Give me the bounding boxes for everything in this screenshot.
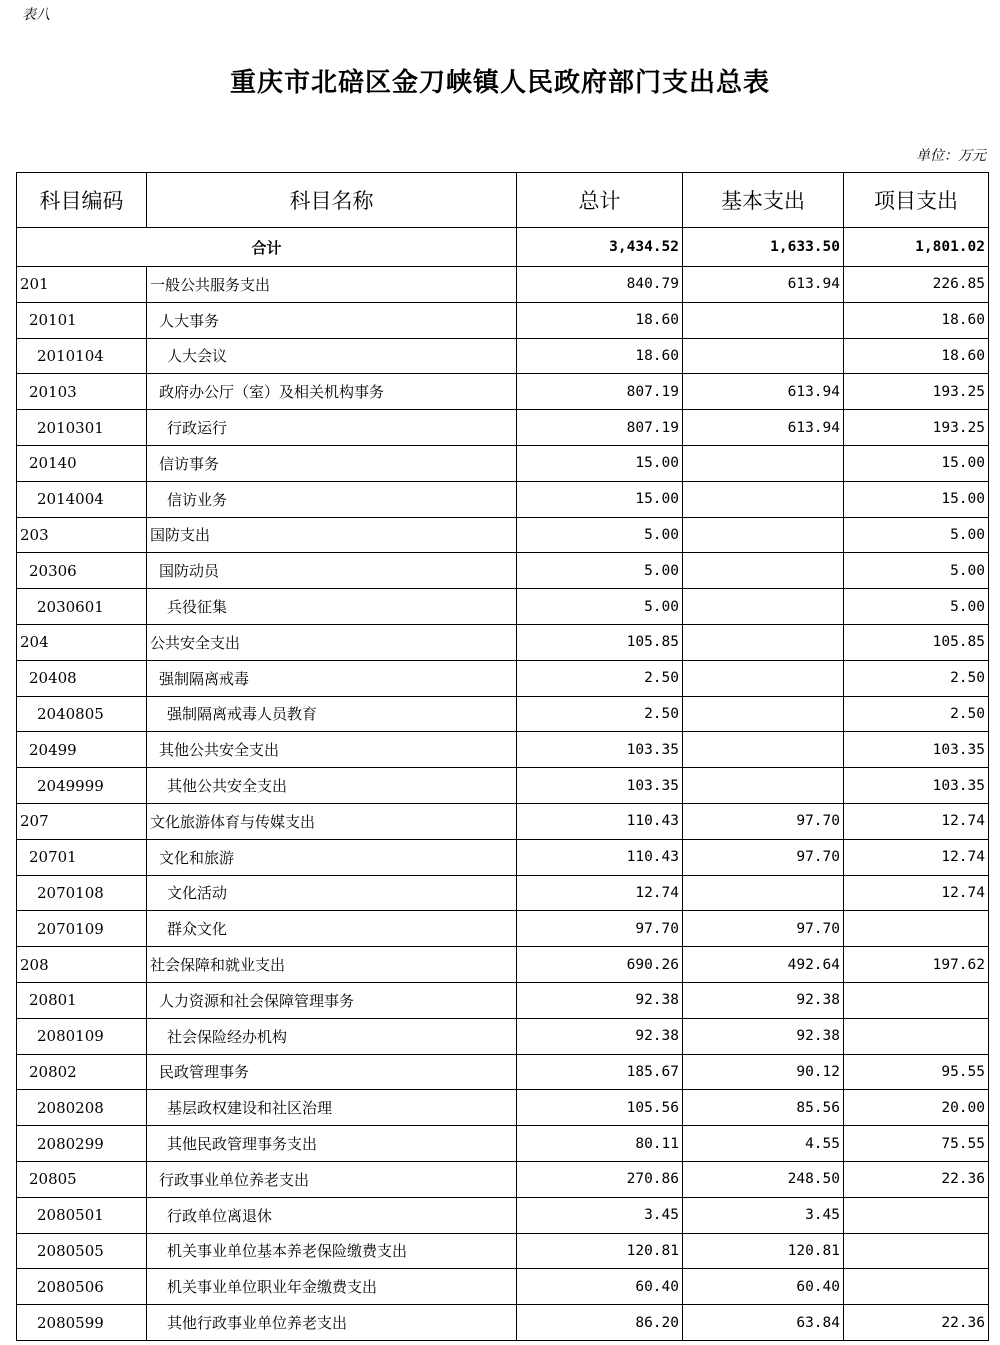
table-row	[17, 517, 989, 553]
row-project: 103.35	[844, 732, 989, 768]
row-basic	[683, 660, 844, 696]
row-project: 5.00	[844, 553, 989, 589]
table-row	[17, 803, 989, 839]
row-name: 强制隔离戒毒人员教育	[147, 696, 517, 732]
row-total: 840.79	[517, 267, 683, 303]
row-name: 行政事业单位养老支出	[147, 1161, 517, 1197]
header-basic: 基本支出	[683, 173, 844, 228]
table-row	[17, 911, 989, 947]
row-basic	[683, 445, 844, 481]
table-row	[17, 553, 989, 589]
table-row	[17, 1269, 989, 1305]
table-row	[17, 982, 989, 1018]
row-total: 110.43	[517, 803, 683, 839]
row-project: 105.85	[844, 624, 989, 660]
row-code: 20801	[17, 982, 147, 1018]
row-project: 20.00	[844, 1090, 989, 1126]
row-basic	[683, 696, 844, 732]
row-total: 18.60	[517, 338, 683, 374]
row-project: 12.74	[844, 803, 989, 839]
row-code: 207	[17, 803, 147, 839]
row-name: 其他公共安全支出	[147, 732, 517, 768]
row-name: 国防支出	[147, 517, 517, 553]
row-name: 政府办公厅（室）及相关机构事务	[147, 374, 517, 410]
table-row	[17, 1161, 989, 1197]
row-name: 一般公共服务支出	[147, 267, 517, 303]
row-basic: 92.38	[683, 1018, 844, 1054]
row-name: 公共安全支出	[147, 624, 517, 660]
row-total: 15.00	[517, 445, 683, 481]
row-name: 其他行政事业单位养老支出	[147, 1305, 517, 1341]
table-row	[17, 1090, 989, 1126]
row-basic: 613.94	[683, 267, 844, 303]
table-row	[17, 481, 989, 517]
row-basic	[683, 589, 844, 625]
row-project: 103.35	[844, 768, 989, 804]
row-code: 2040805	[17, 696, 147, 732]
table-number-label: 表八	[22, 7, 50, 23]
row-total: 103.35	[517, 732, 683, 768]
row-name: 兵役征集	[147, 589, 517, 625]
row-total: 5.00	[517, 589, 683, 625]
table-row	[17, 338, 989, 374]
row-code: 20408	[17, 660, 147, 696]
row-code: 2080208	[17, 1090, 147, 1126]
row-project: 193.25	[844, 374, 989, 410]
row-basic: 97.70	[683, 839, 844, 875]
table-row	[17, 768, 989, 804]
row-project: 15.00	[844, 481, 989, 517]
row-project: 12.74	[844, 875, 989, 911]
table-row	[17, 875, 989, 911]
table-row	[17, 374, 989, 410]
table-row	[17, 302, 989, 338]
row-code: 208	[17, 947, 147, 983]
row-total: 105.56	[517, 1090, 683, 1126]
row-total: 15.00	[517, 481, 683, 517]
row-project	[844, 1269, 989, 1305]
row-basic: 120.81	[683, 1233, 844, 1269]
row-code: 2030601	[17, 589, 147, 625]
row-basic	[683, 517, 844, 553]
row-name: 社会保险经办机构	[147, 1018, 517, 1054]
row-basic: 97.70	[683, 911, 844, 947]
table-row	[17, 1197, 989, 1233]
row-code: 2080109	[17, 1018, 147, 1054]
header-row	[17, 173, 989, 228]
row-project: 2.50	[844, 660, 989, 696]
table-row	[17, 410, 989, 446]
row-total: 120.81	[517, 1233, 683, 1269]
unit-label: 单位：万元	[916, 148, 986, 164]
row-basic: 248.50	[683, 1161, 844, 1197]
table-row	[17, 1018, 989, 1054]
row-name: 基层政权建设和社区治理	[147, 1090, 517, 1126]
row-code: 2080505	[17, 1233, 147, 1269]
row-basic	[683, 624, 844, 660]
total-project: 1,801.02	[844, 228, 989, 267]
row-project	[844, 982, 989, 1018]
header-name: 科目名称	[147, 173, 517, 228]
row-basic: 613.94	[683, 374, 844, 410]
row-total: 2.50	[517, 660, 683, 696]
row-total: 60.40	[517, 1269, 683, 1305]
row-name: 人大会议	[147, 338, 517, 374]
row-basic	[683, 481, 844, 517]
row-name: 文化旅游体育与传媒支出	[147, 803, 517, 839]
row-total: 18.60	[517, 302, 683, 338]
row-basic: 92.38	[683, 982, 844, 1018]
row-total: 807.19	[517, 374, 683, 410]
row-project: 95.55	[844, 1054, 989, 1090]
row-code: 2070108	[17, 875, 147, 911]
row-name: 信访事务	[147, 445, 517, 481]
table-row	[17, 624, 989, 660]
row-name: 社会保障和就业支出	[147, 947, 517, 983]
row-total: 92.38	[517, 1018, 683, 1054]
table-row	[17, 732, 989, 768]
row-name: 文化和旅游	[147, 839, 517, 875]
row-name: 机关事业单位职业年金缴费支出	[147, 1269, 517, 1305]
row-code: 201	[17, 267, 147, 303]
total-row	[17, 228, 989, 267]
row-code: 2010104	[17, 338, 147, 374]
row-total: 110.43	[517, 839, 683, 875]
table-row	[17, 1054, 989, 1090]
row-project: 226.85	[844, 267, 989, 303]
row-name: 强制隔离戒毒	[147, 660, 517, 696]
row-basic: 60.40	[683, 1269, 844, 1305]
row-name: 信访业务	[147, 481, 517, 517]
total-label: 合计	[17, 228, 517, 267]
row-project	[844, 1197, 989, 1233]
row-total: 690.26	[517, 947, 683, 983]
table-row	[17, 589, 989, 625]
total-basic: 1,633.50	[683, 228, 844, 267]
row-total: 185.67	[517, 1054, 683, 1090]
row-project	[844, 911, 989, 947]
row-total: 3.45	[517, 1197, 683, 1233]
row-project: 2.50	[844, 696, 989, 732]
page-title: 重庆市北碚区金刀峡镇人民政府部门支出总表	[229, 68, 770, 98]
row-project: 5.00	[844, 589, 989, 625]
table-row	[17, 1305, 989, 1341]
table-row	[17, 445, 989, 481]
row-total: 12.74	[517, 875, 683, 911]
row-name: 人大事务	[147, 302, 517, 338]
row-name: 民政管理事务	[147, 1054, 517, 1090]
row-code: 20701	[17, 839, 147, 875]
row-basic: 3.45	[683, 1197, 844, 1233]
row-project: 15.00	[844, 445, 989, 481]
table-row	[17, 947, 989, 983]
row-code: 20805	[17, 1161, 147, 1197]
row-code: 203	[17, 517, 147, 553]
table-row	[17, 1233, 989, 1269]
row-project: 75.55	[844, 1126, 989, 1162]
row-basic	[683, 875, 844, 911]
row-code: 2080599	[17, 1305, 147, 1341]
row-total: 5.00	[517, 553, 683, 589]
row-total: 80.11	[517, 1126, 683, 1162]
row-basic	[683, 338, 844, 374]
row-code: 2070109	[17, 911, 147, 947]
row-total: 97.70	[517, 911, 683, 947]
row-total: 103.35	[517, 768, 683, 804]
row-name: 群众文化	[147, 911, 517, 947]
row-total: 92.38	[517, 982, 683, 1018]
row-project: 18.60	[844, 338, 989, 374]
row-name: 国防动员	[147, 553, 517, 589]
row-name: 文化活动	[147, 875, 517, 911]
row-basic: 85.56	[683, 1090, 844, 1126]
row-code: 2080506	[17, 1269, 147, 1305]
row-total: 270.86	[517, 1161, 683, 1197]
row-project: 18.60	[844, 302, 989, 338]
table-row	[17, 839, 989, 875]
row-name: 其他民政管理事务支出	[147, 1126, 517, 1162]
row-basic: 613.94	[683, 410, 844, 446]
header-code: 科目编码	[17, 173, 147, 228]
row-total: 2.50	[517, 696, 683, 732]
row-project: 5.00	[844, 517, 989, 553]
table-row	[17, 696, 989, 732]
row-project: 22.36	[844, 1305, 989, 1341]
row-basic: 63.84	[683, 1305, 844, 1341]
row-total: 105.85	[517, 624, 683, 660]
row-basic	[683, 732, 844, 768]
row-code: 20306	[17, 553, 147, 589]
row-code: 204	[17, 624, 147, 660]
row-code: 2080501	[17, 1197, 147, 1233]
row-project: 193.25	[844, 410, 989, 446]
row-basic: 97.70	[683, 803, 844, 839]
row-project	[844, 1018, 989, 1054]
row-total: 5.00	[517, 517, 683, 553]
row-basic: 90.12	[683, 1054, 844, 1090]
row-total: 86.20	[517, 1305, 683, 1341]
header-total: 总计	[517, 173, 683, 228]
table-row	[17, 660, 989, 696]
row-total: 807.19	[517, 410, 683, 446]
row-project: 197.62	[844, 947, 989, 983]
total-total: 3,434.52	[517, 228, 683, 267]
header-project: 项目支出	[844, 173, 989, 228]
row-code: 2080299	[17, 1126, 147, 1162]
row-code: 2014004	[17, 481, 147, 517]
row-code: 20103	[17, 374, 147, 410]
row-basic: 4.55	[683, 1126, 844, 1162]
row-name: 行政运行	[147, 410, 517, 446]
row-code: 20140	[17, 445, 147, 481]
row-project	[844, 1233, 989, 1269]
row-code: 20802	[17, 1054, 147, 1090]
table-row	[17, 267, 989, 303]
row-basic	[683, 553, 844, 589]
row-code: 20499	[17, 732, 147, 768]
row-code: 2049999	[17, 768, 147, 804]
table-row	[17, 1126, 989, 1162]
row-basic	[683, 302, 844, 338]
row-code: 2010301	[17, 410, 147, 446]
row-basic	[683, 768, 844, 804]
row-name: 人力资源和社会保障管理事务	[147, 982, 517, 1018]
row-project: 12.74	[844, 839, 989, 875]
row-name: 机关事业单位基本养老保险缴费支出	[147, 1233, 517, 1269]
row-code: 20101	[17, 302, 147, 338]
expenditure-table	[16, 172, 989, 1341]
row-name: 其他公共安全支出	[147, 768, 517, 804]
row-basic: 492.64	[683, 947, 844, 983]
row-name: 行政单位离退休	[147, 1197, 517, 1233]
row-project: 22.36	[844, 1161, 989, 1197]
